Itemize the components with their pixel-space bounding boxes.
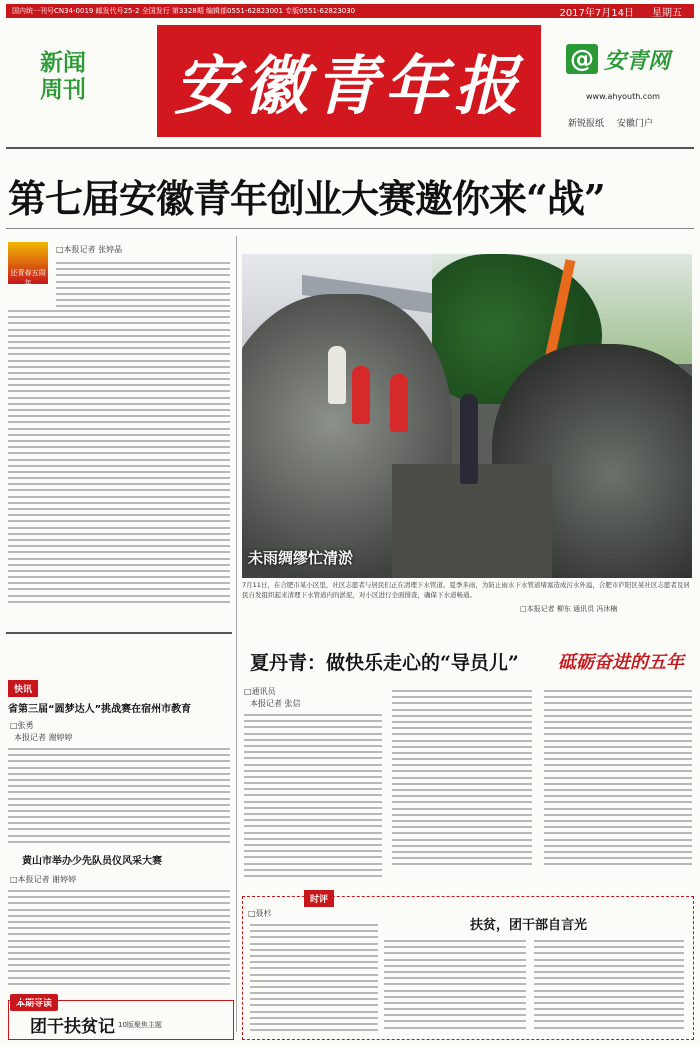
portal-links: [568, 116, 663, 129]
preview-subtitle: 10版聚焦主题: [118, 1021, 162, 1029]
column-divider: [236, 236, 237, 1032]
lead-headline: 第七届安徽青年创业大赛邀你来“战”: [8, 176, 605, 221]
commentary-tag: 时评: [304, 890, 334, 907]
photo-caption: 7月11日，在合肥市某小区里，社区志愿者与居民们正在清理下水管道。夏季多雨，为防止雨水下水管道堵塞造成污水外溢，合肥市庐阳区某社区志愿者及居民自发组织起来清理下水管道内的淤泥，对小区进行全面排查，确保下水道畅通。: [242, 581, 690, 599]
left-item1-byline: □张勇: [10, 721, 34, 730]
commentary-body-col-1: [250, 924, 378, 1035]
site-url: www.ahyouth.com: [586, 92, 660, 101]
top-info-bar: [6, 4, 694, 18]
news-weekly-label: [40, 50, 104, 104]
photo-credit: □本报记者 柳东 通讯员 冯沐楠: [520, 605, 618, 613]
anniversary-thumbnail: 还青春五周年: [8, 242, 48, 284]
feature-body-col-1: [244, 714, 382, 881]
feature-byline-2: 本报记者 张信: [250, 699, 301, 708]
left-item2-title: 黄山市举办少先队员仪风采大赛: [22, 856, 162, 867]
issue-info: 国内统一刊号CN34-0019 邮发代号25-2 全国发行 第3328期 编辑部0551-62823001 专版0551-62823030: [12, 7, 356, 15]
weekly-line-1: 新闻: [40, 50, 86, 76]
left-item2-body: [8, 890, 230, 989]
masthead: 安徽青年报: [157, 25, 541, 137]
feature-headline: 夏丹青：做快乐走心的“导员儿”: [250, 652, 519, 674]
issue-date: 2017年7月14日: [559, 7, 634, 19]
feature-body-col-2: [392, 690, 532, 869]
news-flash-tag: 快讯: [8, 680, 38, 697]
feature-body-col-3: [544, 690, 692, 869]
portal-link-2: 安徽门户: [616, 119, 653, 129]
lead-body-text-2: [8, 310, 230, 607]
commentary-body-col-2: [384, 940, 526, 1033]
five-years-tag: 砥砺奋进的五年: [558, 652, 684, 673]
portal-link-1: 新锐报纸: [568, 119, 605, 129]
lead-byline: □本报记者 张婷晶: [56, 245, 123, 254]
left-item1-byline-2: 本报记者 谢婷婷: [14, 733, 73, 742]
commentary-title: 扶贫，团干部自言光: [470, 918, 588, 933]
left-section-divider: [6, 632, 232, 634]
left-item1-title: 省第三届“圆梦达人”挑战赛在宿州市教育: [8, 704, 192, 715]
feature-byline-1: □通讯员: [244, 687, 276, 696]
header-divider: [6, 147, 694, 149]
weekly-line-2: 周刊: [40, 77, 86, 103]
headline-divider: [6, 228, 694, 229]
left-item1-body: [8, 748, 230, 847]
left-item2-byline: □本报记者 谢婷婷: [10, 875, 77, 884]
at-icon: @: [566, 44, 598, 74]
lead-body-text-1: [56, 262, 230, 312]
commentary-body-col-3: [534, 940, 684, 1033]
commentary-byline: □聂杉: [248, 909, 272, 918]
website-logo: [566, 42, 692, 76]
preview-tag: 本期导读: [10, 994, 58, 1011]
logo-name: 安青网: [604, 48, 671, 74]
news-photo: [242, 254, 692, 578]
preview-title: 团干扶贫记: [30, 1017, 115, 1037]
issue-weekday: 星期五: [652, 7, 682, 19]
photo-overlay-caption: 未雨绸缪忙清淤: [248, 549, 354, 567]
